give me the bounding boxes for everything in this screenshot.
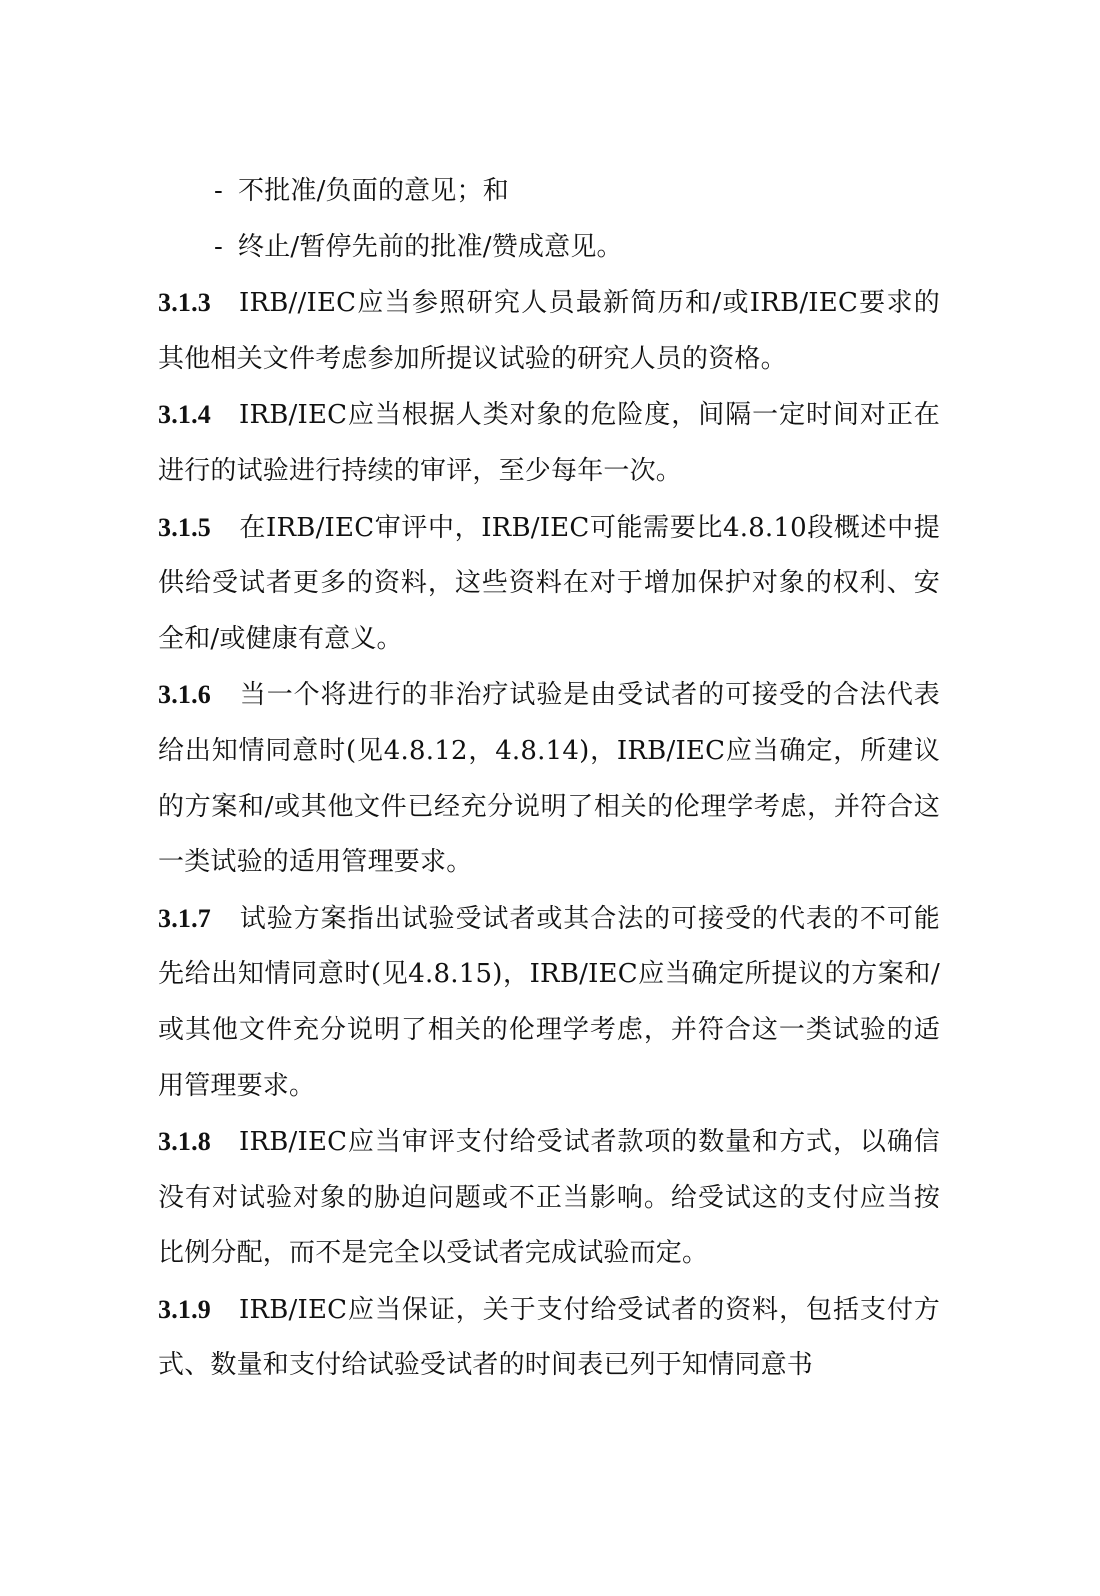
section-number: 3.1.8 <box>158 1127 211 1157</box>
section-3-1-8 <box>158 1114 940 1282</box>
section-number: 3.1.9 <box>158 1294 211 1324</box>
section-3-1-4 <box>158 387 940 499</box>
section-text: IRB/IEC应当审评支付给受试者款项的数量和方式，以确信没有对试验对象的胁迫问题或不正当影响。给受试这的支付应当按比例分配，而不是完全以受试者完成试验而定。 <box>158 1127 940 1269</box>
section-text: 在IRB/IEC审评中，IRB/IEC可能需要比4.8.10段概述中提供给受试者更多的资料，这些资料在对于增加保护对象的权利、安全和/或健康有意义。 <box>158 512 940 654</box>
section-number: 3.1.6 <box>158 680 211 710</box>
bullet-text: 不批准/负面的意见；和 <box>238 176 509 206</box>
section-number: 3.1.7 <box>158 903 211 933</box>
section-text: IRB/IEC应当保证，关于支付给受试者的资料，包括支付方式、数量和支付给试验受试者的时间表已列于知情同意书 <box>158 1294 940 1381</box>
section-3-1-3 <box>158 275 940 387</box>
section-3-1-7 <box>158 891 940 1114</box>
section-3-1-6 <box>158 667 940 890</box>
section-text: IRB//IEC应当参照研究人员最新简历和/或IRB/IEC要求的其他相关文件考虑参加所提议试验的研究人员的资格。 <box>158 288 940 374</box>
section-text: IRB/IEC应当根据人类对象的危险度，间隔一定时间对正在进行的试验进行持续的审评，至少每年一次。 <box>158 400 940 486</box>
bullet-dash: - <box>214 176 223 206</box>
bullet-text: 终止/暂停先前的批准/赞成意见。 <box>238 231 623 262</box>
document-body <box>158 164 940 1394</box>
section-text: 当一个将进行的非治疗试验是由受试者的可接受的合法代表给出知情同意时(见4.8.12，4.8.14)，IRB/IEC应当确定，所建议的方案和/或其他文件已经充分说明了相关的伦理学考虑，并符合这一类试验的适用管理要求。 <box>158 680 940 878</box>
section-3-1-5 <box>158 500 940 668</box>
section-3-1-9 <box>158 1282 940 1394</box>
bullet-dash: - <box>214 231 223 262</box>
bullet-item <box>158 164 940 220</box>
section-text: 试验方案指出试验受试者或其合法的可接受的代表的不可能先给出知情同意时(见4.8.15)，IRB/IEC应当确定所提议的方案和/或其他文件充分说明了相关的伦理学考虑，并符合这一类试验的适用管理要求。 <box>158 903 940 1101</box>
section-number: 3.1.4 <box>158 400 211 430</box>
section-number: 3.1.5 <box>158 512 211 542</box>
section-number: 3.1.3 <box>158 288 211 318</box>
bullet-item <box>158 220 940 276</box>
